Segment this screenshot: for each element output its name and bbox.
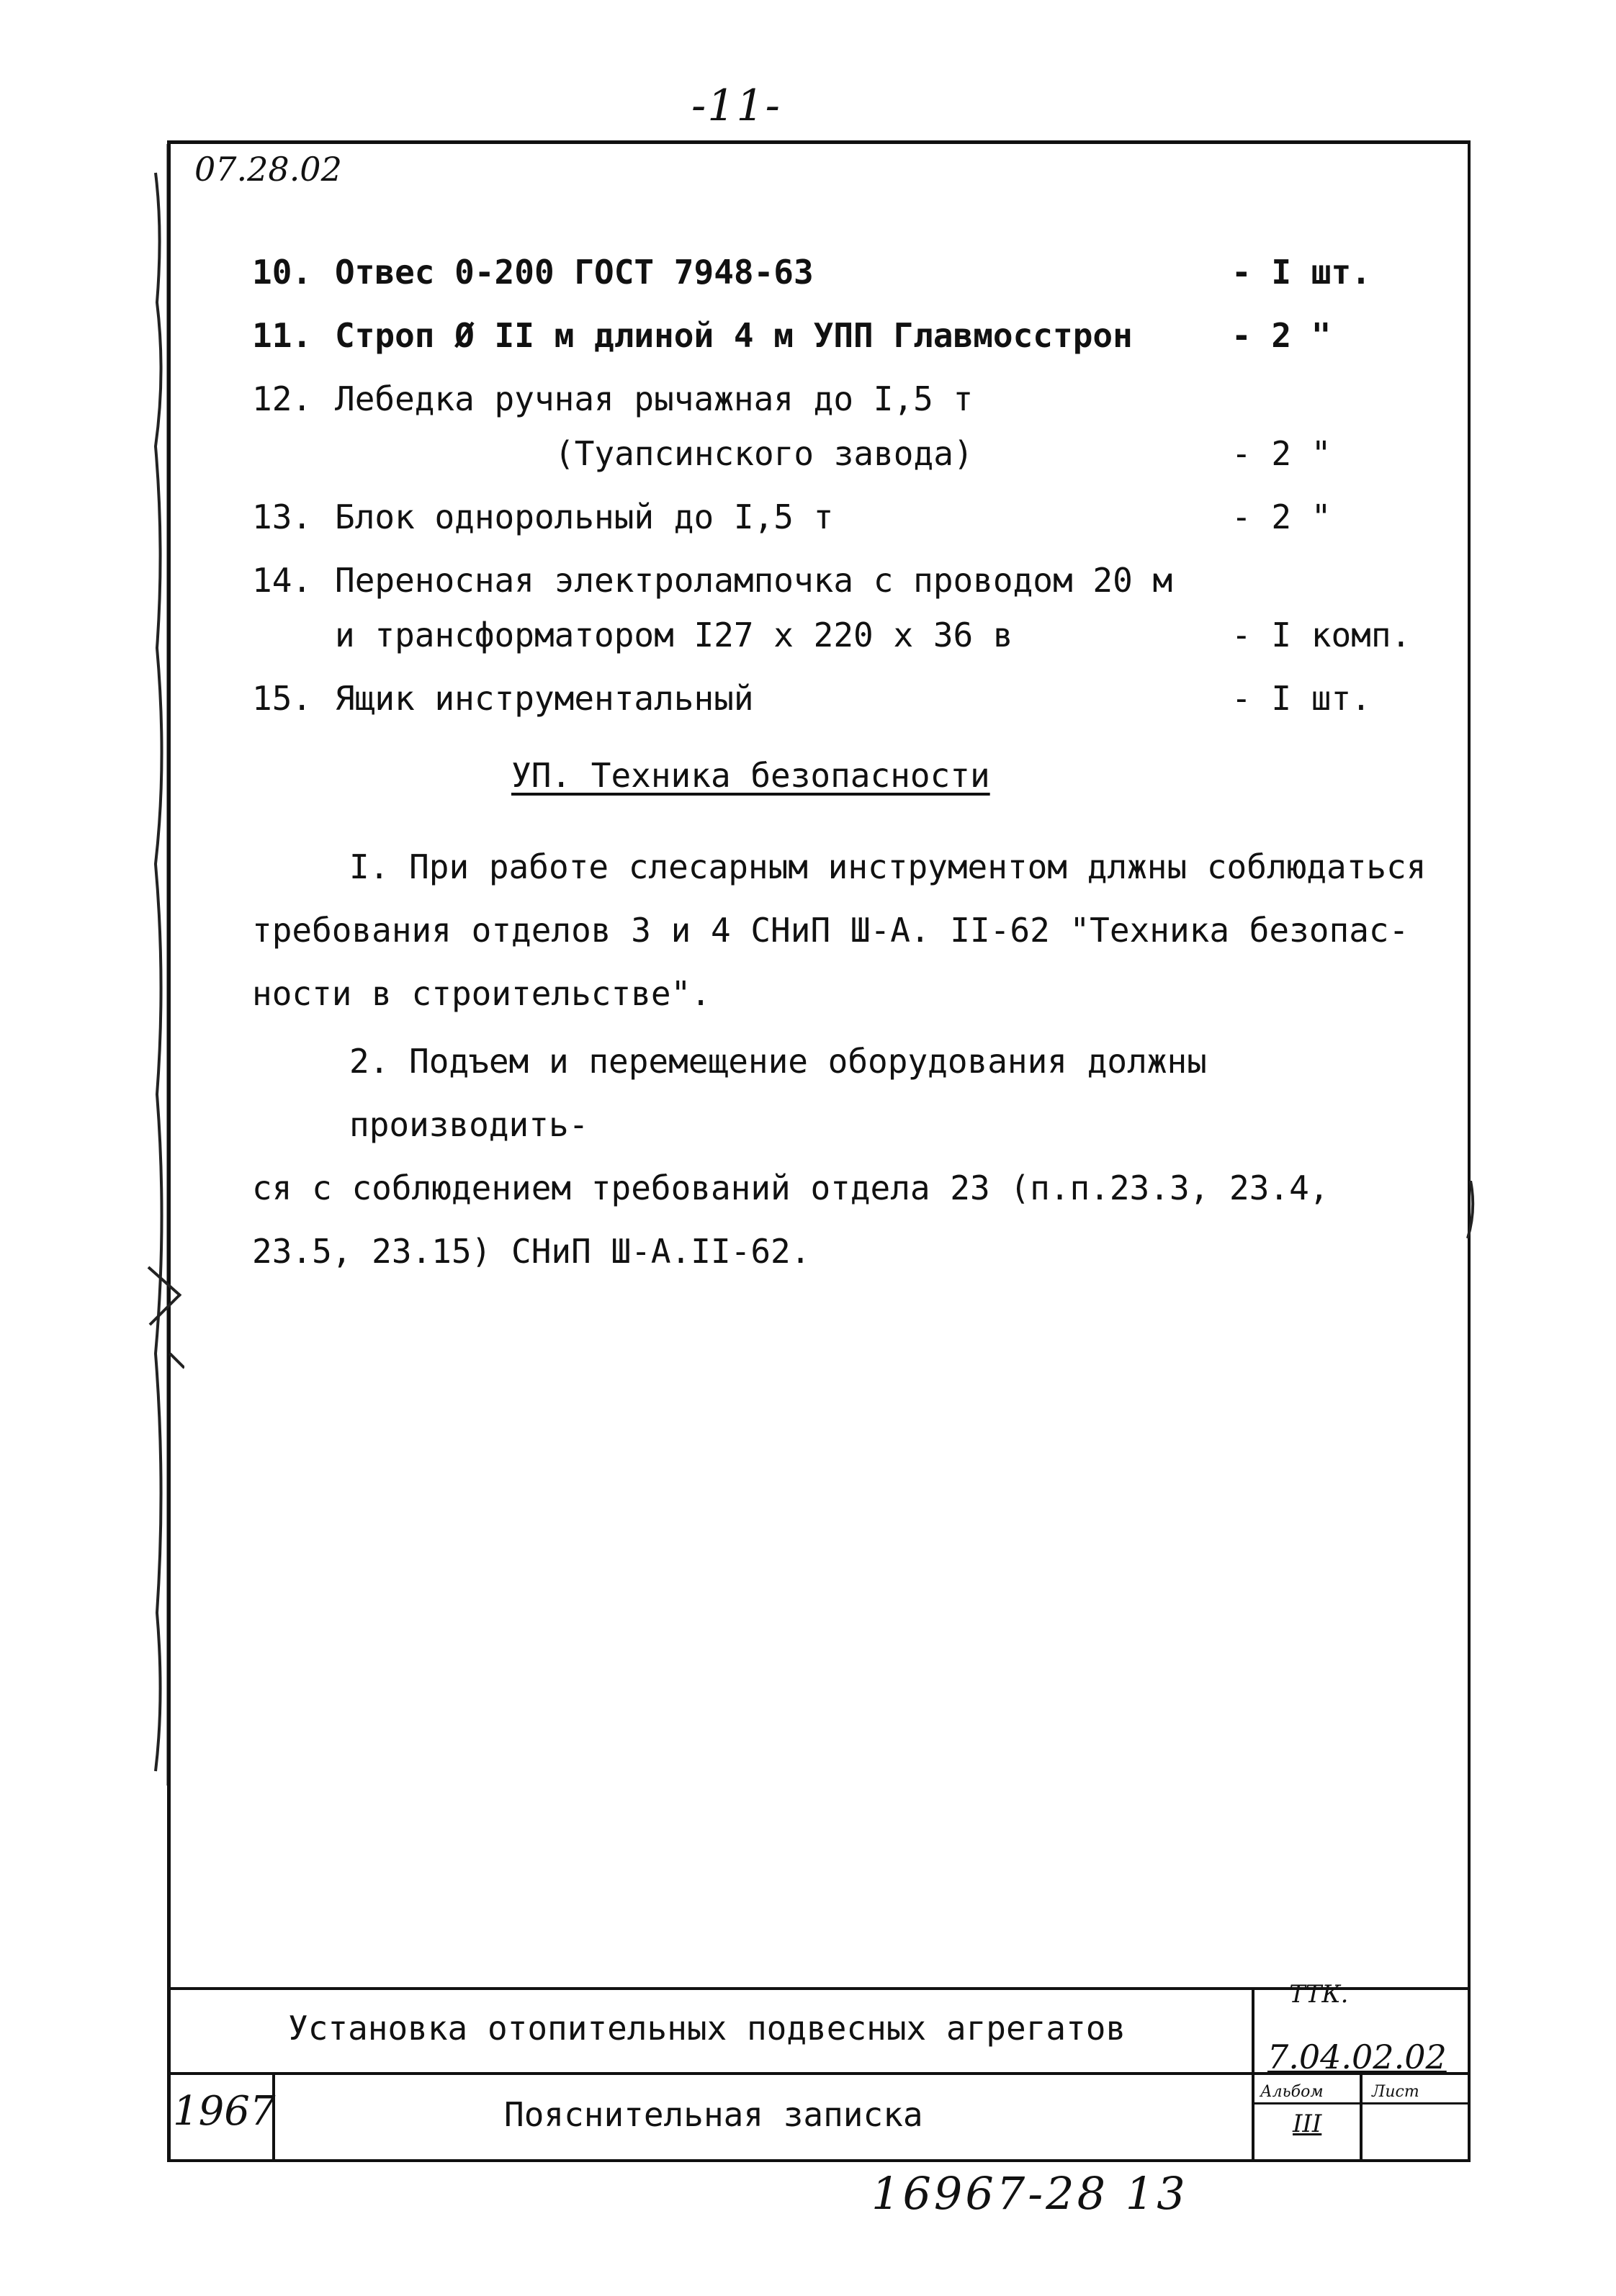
item-number: 14. xyxy=(252,561,313,600)
item-quantity: - 2 " xyxy=(1231,434,1332,473)
list-item xyxy=(252,372,1433,481)
right-margin-mark xyxy=(1462,1181,1479,1238)
paragraph-line: ся с соблюдением требований отдела 23 (п.п.23.3, 23.4, xyxy=(252,1169,1329,1207)
item-quantity: - 2 " xyxy=(1231,316,1332,355)
section-title: УП. Техника безопасности xyxy=(511,756,990,795)
item-text: Отвес 0-200 ГОСТ 7948-63 xyxy=(335,253,814,292)
paragraph-line: ности в строительстве". xyxy=(252,974,711,1013)
item-text: Блок однорольный до I,5 т xyxy=(335,498,834,536)
stamp-album-number: III xyxy=(1293,2110,1322,2138)
item-quantity: - I шт. xyxy=(1231,253,1371,292)
item-text: Лебедка ручная рычажная до I,5 т xyxy=(335,379,974,418)
stamp-sheet-divider xyxy=(1360,2072,1363,2161)
item-number: 11. xyxy=(252,316,313,355)
paragraph-line: 2. Подъем и перемещение оборудования должны производить- xyxy=(349,1042,1207,1144)
list-item xyxy=(252,245,1433,300)
item-quantity: - 2 " xyxy=(1231,498,1332,536)
equipment-list xyxy=(252,245,1433,726)
page-number: -11- xyxy=(691,81,781,131)
stamp-year: 1967 xyxy=(173,2088,276,2135)
paragraph-line: 23.5, 23.15) СНиП Ш-А.II-62. xyxy=(252,1232,811,1271)
stamp-label-line xyxy=(1252,2102,1471,2104)
safety-paragraph-2 xyxy=(252,1030,1462,1283)
stamp-title: Установка отопительных подвесных агрегатов xyxy=(288,2009,1126,2048)
list-item xyxy=(252,308,1433,363)
item-text: Ящик инструментальный xyxy=(335,679,754,718)
item-quantity: - I комп. xyxy=(1231,616,1411,654)
item-number: 13. xyxy=(252,498,313,536)
list-item xyxy=(252,671,1433,726)
stamp-code-divider xyxy=(1252,1987,1254,2161)
stamp-ttk-label: ТТК. xyxy=(1289,1980,1349,2009)
safety-paragraph-1 xyxy=(252,835,1462,1025)
margin-handwriting xyxy=(141,144,184,1786)
item-text: Строп Ø II м длиной 4 м УПП Главмосстрон xyxy=(335,316,1133,355)
item-number: 10. xyxy=(252,253,313,292)
list-item xyxy=(252,553,1433,662)
bottom-document-code: 16967-28 13 xyxy=(871,2167,1188,2220)
paragraph-line: требования отделов 3 и 4 СНиП Ш-А. II-62 "Техника безопас- xyxy=(252,911,1409,950)
item-continuation: и трансформатором I27 х 220 х 36 в xyxy=(335,616,1013,654)
item-number: 15. xyxy=(252,679,313,718)
item-continuation: (Туапсинского завода) xyxy=(555,434,974,473)
item-quantity: - I шт. xyxy=(1231,679,1371,718)
stamp-document-type: Пояснительная записка xyxy=(504,2095,923,2134)
stamp-album-label: Альбом xyxy=(1260,2083,1324,2101)
stamp-sheet-label: Лист xyxy=(1372,2083,1419,2101)
item-number: 12. xyxy=(252,379,313,418)
stamp-top-border xyxy=(167,1987,1471,1990)
item-text: Переносная электролампочка с проводом 20 м xyxy=(335,561,1173,600)
paragraph-line: I. При работе слесарным инструментом длжны соблюдаться xyxy=(349,847,1427,886)
document-code-handwritten: 07.28.02 xyxy=(194,150,342,189)
list-item xyxy=(252,490,1433,544)
stamp-ttk-code: 7.04.02.02 xyxy=(1267,2038,1447,2076)
